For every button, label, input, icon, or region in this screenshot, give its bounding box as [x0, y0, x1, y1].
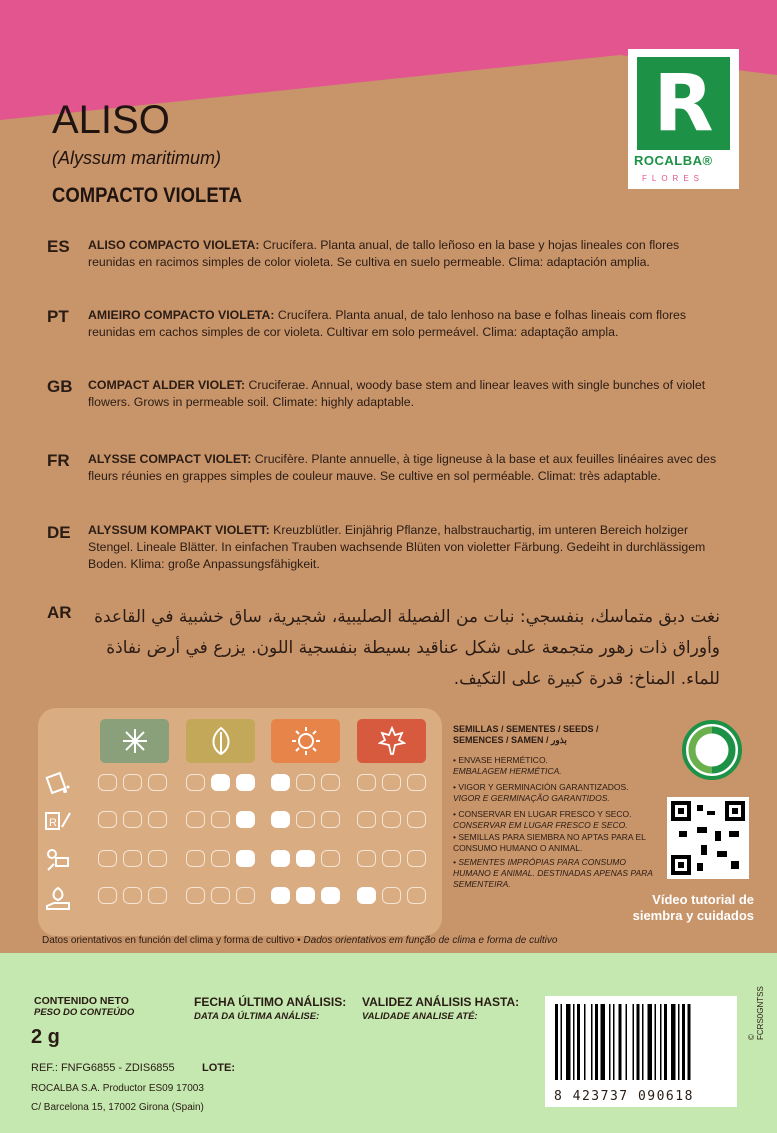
- lang-code-pt: PT: [47, 307, 69, 326]
- calendar-cell: [271, 774, 290, 791]
- legal-item: • VIGOR Y GERMINACIÓN GARANTIZADOS. VIGOR E GERMINAÇÃO GARANTIDOS.: [453, 782, 629, 803]
- calendar-cell: [296, 850, 315, 867]
- calendar-cell: [236, 887, 255, 904]
- calendar-cell: [98, 811, 117, 828]
- qr-code[interactable]: [667, 797, 749, 879]
- barcode-number: 8 423737 090618: [554, 1089, 694, 1104]
- calendar-cell: [148, 811, 167, 828]
- brand-name: ROCALBA®: [634, 153, 713, 168]
- calendar-cell: [123, 811, 142, 828]
- maple-leaf-icon: [357, 719, 426, 763]
- barcode-bar: [671, 1004, 676, 1080]
- barcode-bar: [655, 1004, 657, 1080]
- calendar-cell: [407, 850, 426, 867]
- brand-logo: [628, 49, 739, 189]
- calendar-cell: [98, 887, 117, 904]
- leaf-icon: [186, 719, 255, 763]
- barcode-bar: [633, 1004, 635, 1080]
- barcode-bar: [561, 1004, 563, 1080]
- barcode-bar: [660, 1004, 662, 1080]
- calendar-cell: [357, 887, 376, 904]
- barcode-bar: [626, 1004, 628, 1080]
- calendar-cell: [236, 811, 255, 828]
- producer-line: ROCALBA S.A. Productor ES09 17003: [31, 1083, 204, 1094]
- barcode-bar: [595, 1004, 598, 1080]
- barcode-bar: [584, 1004, 586, 1080]
- calendar-cell: [321, 774, 340, 791]
- barcode-bar: [555, 1004, 558, 1080]
- net-content-label: CONTENIDO NETO: [34, 995, 129, 1007]
- barcode-bar: [642, 1004, 644, 1080]
- hand-plant-icon: [44, 884, 72, 912]
- description-pt: AMIEIRO COMPACTO VIOLETA: Crucífera. Planta anual, de talo lenhoso na base e folhas lineais com flores reunidas em cachos simples de cor violeta. Cultivar em solo permeável. Clima: adaptação ampla.: [88, 308, 687, 339]
- calendar-cell: [407, 887, 426, 904]
- calendar-cell: [321, 850, 340, 867]
- calendar-cell: [357, 850, 376, 867]
- watering-sun-icon: [44, 846, 72, 874]
- legal-item: • CONSERVAR EN LUGAR FRESCO Y SECO. CONSERVAR EM LUGAR FRESCO E SECO.: [453, 809, 632, 830]
- calendar-cell: [271, 850, 290, 867]
- lang-code-gb: GB: [47, 377, 73, 396]
- brand-line: FLORES: [642, 174, 705, 183]
- calendar-cell: [211, 774, 230, 791]
- seed-bag-icon: [44, 770, 72, 798]
- lang-code-fr: FR: [47, 451, 70, 470]
- calendar-cell: [382, 850, 401, 867]
- barcode-bar: [678, 1004, 680, 1080]
- barcode-bar: [664, 1004, 667, 1080]
- net-weight: 2 g: [31, 1026, 60, 1048]
- barcode-bar: [682, 1004, 685, 1080]
- calendar-cell: [148, 850, 167, 867]
- barcode-bar: [619, 1004, 622, 1080]
- calendar-cell: [271, 887, 290, 904]
- barcode-bar: [601, 1004, 606, 1080]
- calendar-cell: [98, 774, 117, 791]
- calendar-cell: [148, 887, 167, 904]
- calendar-cell: [211, 811, 230, 828]
- calendar-cell: [321, 887, 340, 904]
- barcode-bar: [573, 1004, 575, 1080]
- validity-label-pt: VALIDADE ANALISE ATÉ:: [362, 1011, 478, 1022]
- description-gb: COMPACT ALDER VIOLET: Cruciferae. Annual, woody base stem and linear leaves with single bunches of violet flowers. Grows in permeable soil. Climate: highly adaptable.: [88, 378, 706, 409]
- barcode-bar: [637, 1004, 640, 1080]
- barcode-bar: [566, 1004, 571, 1080]
- analysis-date-label: FECHA ÚLTIMO ANÁLISIS:: [194, 995, 347, 1009]
- product-latin-name: (Alyssum maritimum): [52, 148, 221, 168]
- barcode-bar: [591, 1004, 593, 1080]
- description-es: ALISO COMPACTO VIOLETA: Crucífera. Planta anual, de tallo leñoso en la base y hojas lineales con flores reunidas en racimos simples de color violeta. Se cultiva en suelo permeable. Clima: adaptación amplia.: [88, 238, 680, 269]
- validity-label: VALIDEZ ANÁLISIS HASTA:: [362, 995, 520, 1009]
- net-content-label-pt: PESO DO CONTEÚDO: [34, 1007, 135, 1018]
- product-title: ALISO: [52, 98, 170, 142]
- calendar-cell: [123, 887, 142, 904]
- green-dot-recycle-icon: [682, 720, 742, 780]
- description-ar: نغت دبق متماسك، بنفسجي: نبات من الفصيلة الصليبية، شجيرية، ساق خشبية في القاعدة وأوراق ذات زهور متجمعة على شكل عناقيد بسيطة بنفسجية اللون. يزرع في أرض نفاذة للماء. المناخ: قدرة كبيرة على التكيف.: [94, 607, 720, 689]
- calendar-cell: [148, 774, 167, 791]
- lang-code-de: DE: [47, 523, 71, 542]
- barcode-bar: [648, 1004, 653, 1080]
- svg-text:R: R: [49, 817, 57, 829]
- calendar-cell: [186, 774, 205, 791]
- calendar-cell: [211, 850, 230, 867]
- calendar-cell: [271, 811, 290, 828]
- calendar-cell: [236, 774, 255, 791]
- legal-item: • SEMILLAS PARA SIEMBRA NO APTAS PARA EL CONSUMO HUMANO O ANIMAL.: [453, 832, 646, 853]
- calendar-cell: [357, 811, 376, 828]
- barcode-bar: [613, 1004, 615, 1080]
- calendar-cell: [98, 850, 117, 867]
- calendar-cell: [186, 887, 205, 904]
- analysis-date-label-pt: DATA DA ÚLTIMA ANÁLISE:: [194, 1011, 320, 1022]
- calendar-cell: [382, 774, 401, 791]
- calendar-cell: [123, 774, 142, 791]
- barcode-bar: [688, 1004, 691, 1080]
- product-variety: COMPACTO VIOLETA: [52, 184, 242, 207]
- calendar-cell: [357, 774, 376, 791]
- barcode-bar: [609, 1004, 611, 1080]
- calendar-cell: [407, 774, 426, 791]
- description-de: ALYSSUM KOMPAKT VIOLETT: Kreuzblütler. Einjährig Pflanze, halbstrauchartig, im unteren Bereich holziger Stengel. Lineale Blätter. In einfachen Trauben wachsende Blüten von violetter Färbung. Gedeiht in durchlässigem Boden. Klima: große Anpassungsfähigkeit.: [88, 523, 706, 571]
- calendar-cell: [123, 850, 142, 867]
- logo-r-square: R: [637, 57, 730, 150]
- calendar-cell: [382, 811, 401, 828]
- lang-code-es: ES: [47, 237, 70, 256]
- reference-code: REF.: FNFG6855 - ZDIS6855: [31, 1062, 175, 1074]
- video-tutorial-label[interactable]: Vídeo tutorial de siembra y cuidados: [632, 892, 754, 923]
- lot-label: LOTE:: [202, 1062, 235, 1074]
- description-fr: ALYSSE COMPACT VIOLET: Crucifère. Plante annuelle, à tige ligneuse à la base et aux feuilles linéaires avec des fleurs réunies en grappes simples de couleur mauve. Se cultive en sol perméable. Climat: très adaptable.: [88, 452, 717, 483]
- calendar-cell: [211, 887, 230, 904]
- calendar-cell: [186, 811, 205, 828]
- calendar-cell: [321, 811, 340, 828]
- legal-item: • SEMENTES IMPRÓPIAS PARA CONSUMO HUMANO E ANIMAL. DESTINADAS APENAS PARA SEMENTEIRA.: [453, 857, 653, 889]
- calendar-cell: [236, 850, 255, 867]
- calendar-cell: [296, 774, 315, 791]
- snowflake-icon: [100, 719, 169, 763]
- calendar-cell: [407, 811, 426, 828]
- address-line: C/ Barcelona 15, 17002 Girona (Spain): [31, 1102, 204, 1113]
- footnote: Datos orientativos en función del clima y forma de cultivo • Dados orientativos em função de clima e forma de cultivo: [42, 935, 558, 946]
- calendar-cell: [186, 850, 205, 867]
- calendar-cell: [382, 887, 401, 904]
- legal-item: • ENVASE HERMÉTICO. EMBALAGEM HERMÉTICA.: [453, 755, 562, 776]
- seeds-legal-title: SEMILLAS / SEMENTES / SEEDS / SEMENCES / SAMEN / بذور: [453, 724, 599, 745]
- calendar-cell: [296, 811, 315, 828]
- transplant-icon: [44, 807, 72, 835]
- barcode-bar: [577, 1004, 580, 1080]
- lang-code-ar: AR: [47, 603, 72, 622]
- vertical-code: © FCRS0GNTSS: [747, 986, 765, 1040]
- calendar-cell: [296, 887, 315, 904]
- sun-icon: [271, 719, 340, 763]
